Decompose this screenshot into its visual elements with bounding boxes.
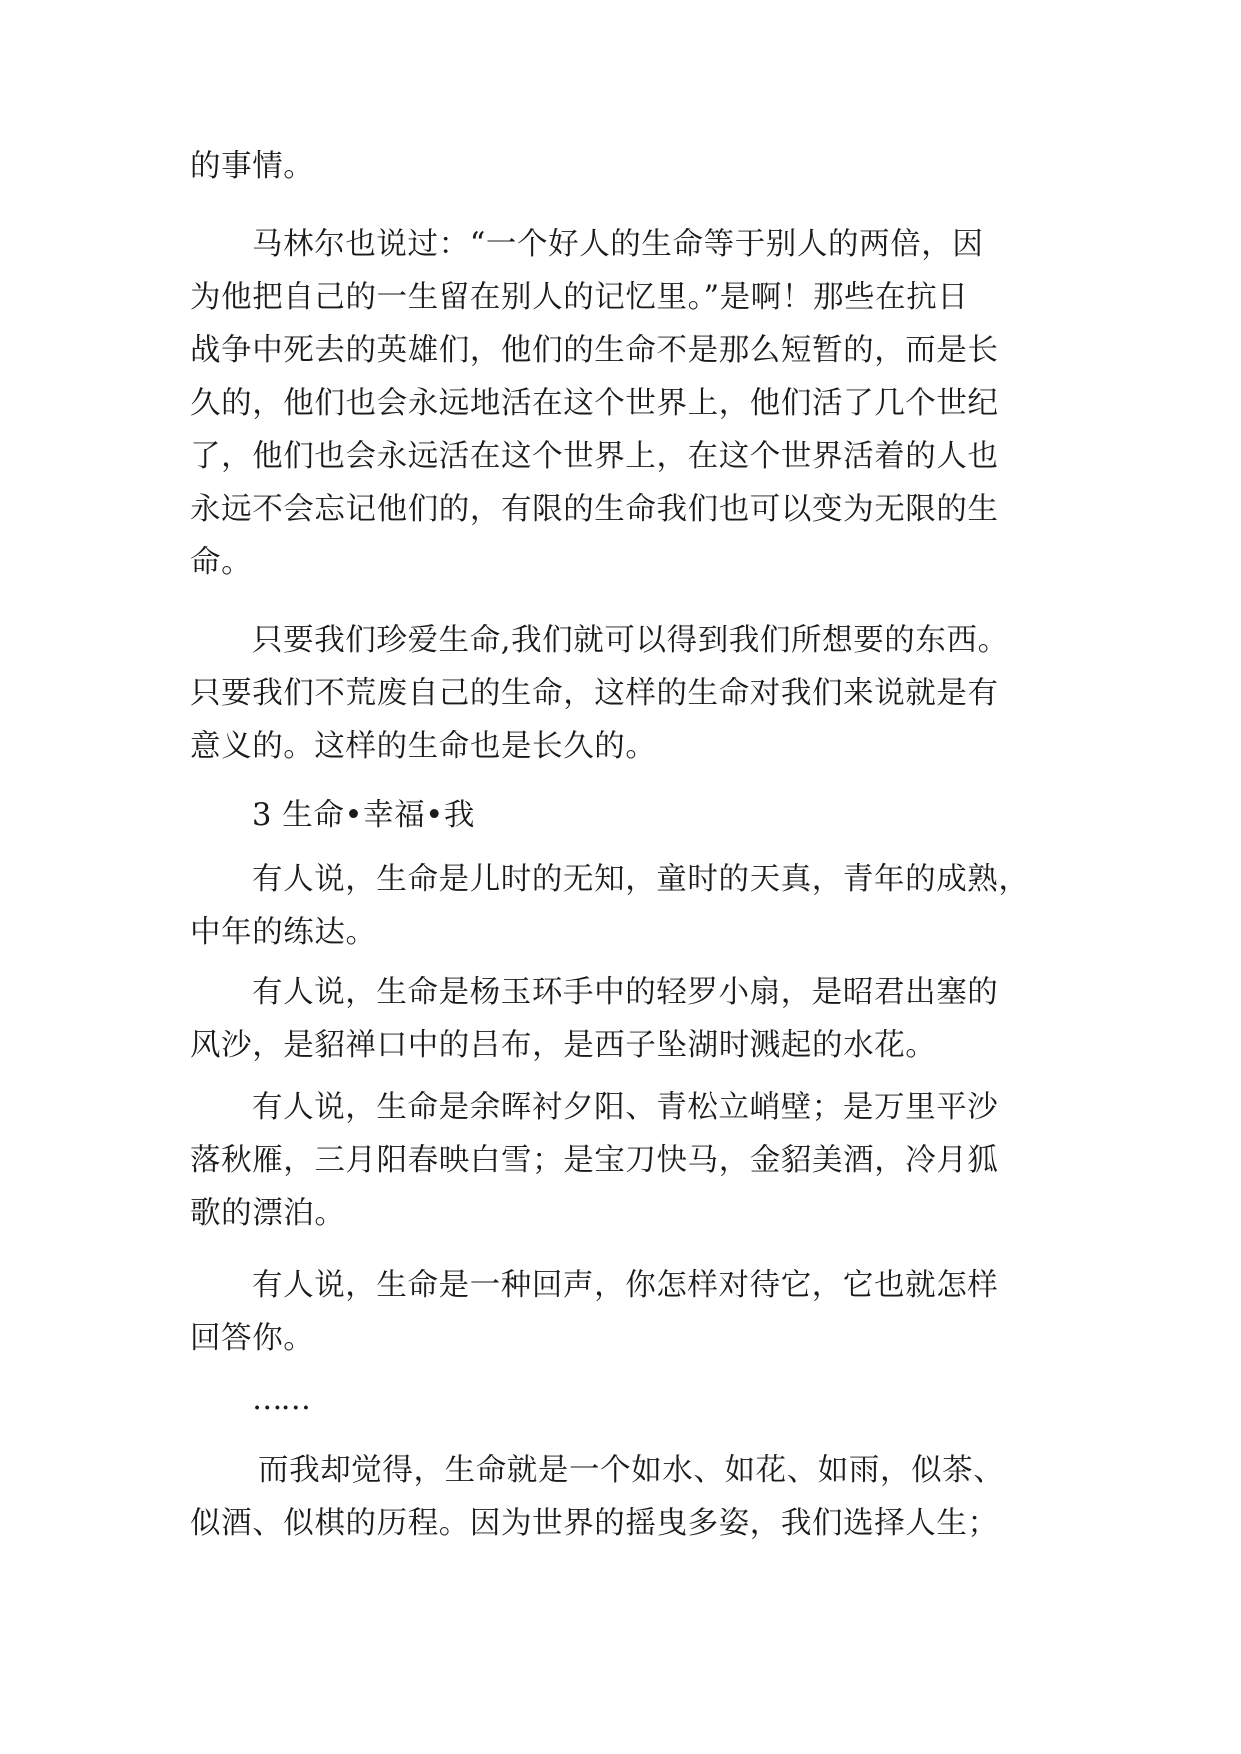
paragraph-first-line: 只要我们珍爱生命,我们就可以得到我们所想要的东西。 xyxy=(252,623,1009,658)
paragraph-first-line: 而我却觉得，生命就是一个如水、如花、如雨，似茶、 xyxy=(258,1453,1005,1488)
paragraph-first-line: 有人说，生命是儿时的无知，童时的天真，青年的成熟， xyxy=(252,862,1030,897)
text-line: 似酒、似棋的历程。因为世界的摇曳多姿，我们选择人生； xyxy=(190,1506,999,1541)
text-line: 的事情。 xyxy=(190,149,315,184)
text-line: 命。 xyxy=(190,545,253,580)
ellipsis-line: …… xyxy=(252,1382,309,1417)
paragraph-first-line: 有人说，生命是杨玉环手中的轻罗小扇，是昭君出塞的 xyxy=(252,975,999,1010)
text-line: 风沙，是貂禅口中的吕布，是西子坠湖时溅起的水花。 xyxy=(190,1028,937,1063)
text-line: 为他把自己的一生留在别人的记忆里。”是啊！那些在抗日 xyxy=(190,280,969,315)
text-line: 久的，他们也会永远地活在这个世界上，他们活了几个世纪 xyxy=(190,386,999,421)
paragraph-first-line: 马林尔也说过：“一个好人的生命等于别人的两倍，因 xyxy=(252,227,984,262)
text-line: 落秋雁，三月阳春映白雪；是宝刀快马，金貂美酒，冷月狐 xyxy=(190,1143,999,1178)
paragraph-first-line: 有人说，生命是一种回声，你怎样对待它，它也就怎样 xyxy=(252,1268,999,1303)
text-line: 中年的练达。 xyxy=(190,915,377,950)
text-line: 回答你。 xyxy=(190,1321,315,1356)
text-line: 意义的。这样的生命也是长久的。 xyxy=(190,729,657,764)
section-heading: 3 生命•幸福•我 xyxy=(252,798,475,833)
text-line: 战争中死去的英雄们，他们的生命不是那么短暂的，而是长 xyxy=(190,333,999,368)
text-line: 歌的漂泊。 xyxy=(190,1196,346,1231)
paragraph-first-line: 有人说，生命是余晖衬夕阳、青松立峭壁；是万里平沙 xyxy=(252,1090,999,1125)
text-line: 只要我们不荒废自己的生命，这样的生命对我们来说就是有 xyxy=(190,676,999,711)
text-line: 永远不会忘记他们的，有限的生命我们也可以变为无限的生 xyxy=(190,492,999,527)
text-line: 了，他们也会永远活在这个世界上，在这个世界活着的人也 xyxy=(190,439,999,474)
